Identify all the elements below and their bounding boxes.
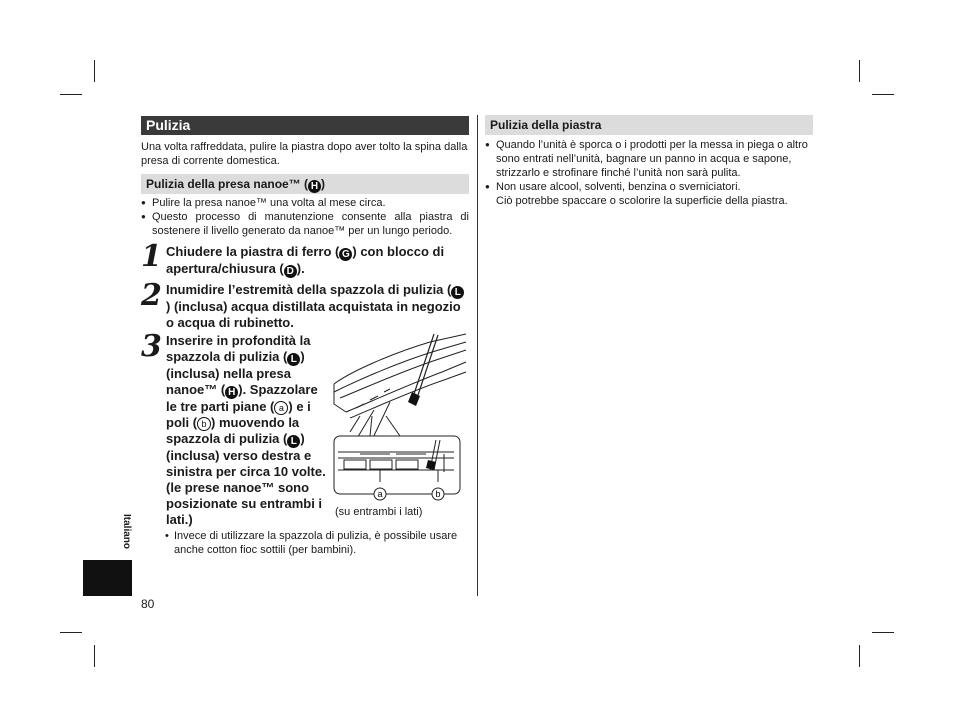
bullet-item: ● Pulire la presa nanoe™ una volta al mese circa.	[141, 196, 469, 210]
cleaning-illustration	[330, 332, 470, 506]
figure-caption: (su entrambi i lati)	[335, 506, 423, 518]
step-number: 2	[141, 278, 162, 313]
marker-l-icon: L	[287, 435, 300, 448]
subsection-title-text: Pulizia della presa nanoe™ (	[146, 177, 309, 191]
iron-brush-diagram	[330, 332, 470, 506]
crop-mark	[60, 94, 82, 95]
marker-l-icon: L	[451, 286, 464, 299]
bullet-item: ● Quando l’unità è sporca o i prodotti per la messa in piega o altro sono entrati nell’unità, bagnare un panno in acqua e sapone, strizzarlo e strofinare finché l’unità non sarà pulita.	[485, 138, 813, 180]
crop-mark	[872, 632, 894, 633]
crop-mark	[94, 645, 95, 667]
language-tab-label: Italiano	[121, 514, 132, 550]
bullet-item: ● Non usare alcool, solventi, benzina o sverniciatori.	[485, 180, 813, 194]
intro-paragraph: Una volta raffreddata, pulire la piastra dopo aver tolto la spina dalla presa di corrente domestica.	[141, 141, 468, 167]
step-text: Chiudere la piastra di ferro ( G ) con blocco di apertura/chiusura ( D ).	[166, 244, 445, 277]
marker-h-icon: H	[225, 386, 238, 399]
step-text: Inumidire l’estremità della spazzola di pulizia ( L) (inclusa) acqua distillata acquistata in negozio o acqua di rubinetto.	[166, 282, 466, 331]
marker-a-icon: a	[274, 401, 288, 415]
marker-b-icon: b	[197, 417, 211, 431]
note-text: Invece di utilizzare la spazzola di pulizia, è possibile usare anche cotton fioc sottili (per bambini).	[174, 530, 458, 556]
plate-bullets	[485, 138, 813, 208]
step-text: Inserire in profondità la spazzola di pulizia ( L ) (inclusa) nella presa nanoe™ ( H ). Spazzolare le tre parti piane ( a ) e i poli ( b ) muovendo la spazzola di pulizia ( L ) (inclusa) verso destra e sinistra per circa 10 volte. (le prese nanoe™ sono posizionate su entrambi i lati.)	[166, 333, 326, 527]
subsection-title-plate: Pulizia della piastra	[485, 115, 813, 135]
callout-a: a	[377, 489, 383, 499]
note-dot-icon: •	[165, 530, 169, 542]
crop-mark	[859, 645, 860, 667]
bullet-item: ● Questo processo di manutenzione consente alla piastra di sostenere il livello generato da nanoe™ per un lungo periodo.	[141, 210, 469, 238]
crop-mark	[94, 60, 95, 82]
nanoe-bullets	[141, 196, 469, 238]
marker-d-icon: D	[284, 265, 297, 278]
marker-l-icon: L	[287, 353, 300, 366]
subsection-title-nanoe: Pulizia della presa nanoe™ ( H )	[141, 174, 469, 194]
step-number: 3	[141, 329, 162, 364]
step-note	[165, 529, 470, 557]
callout-b: b	[435, 489, 441, 499]
language-tab-marker	[83, 560, 132, 596]
page-number: 80	[141, 597, 155, 611]
crop-mark	[872, 94, 894, 95]
step-number: 1	[141, 239, 162, 274]
bullet-continuation: Ciò potrebbe spaccare o scolorire la superficie della piastra.	[496, 195, 788, 207]
marker-h-icon: H	[308, 180, 321, 193]
crop-mark	[60, 632, 82, 633]
crop-mark	[859, 60, 860, 82]
marker-g-icon: G	[339, 248, 352, 261]
section-title: Pulizia	[141, 116, 469, 135]
column-divider	[477, 115, 478, 596]
